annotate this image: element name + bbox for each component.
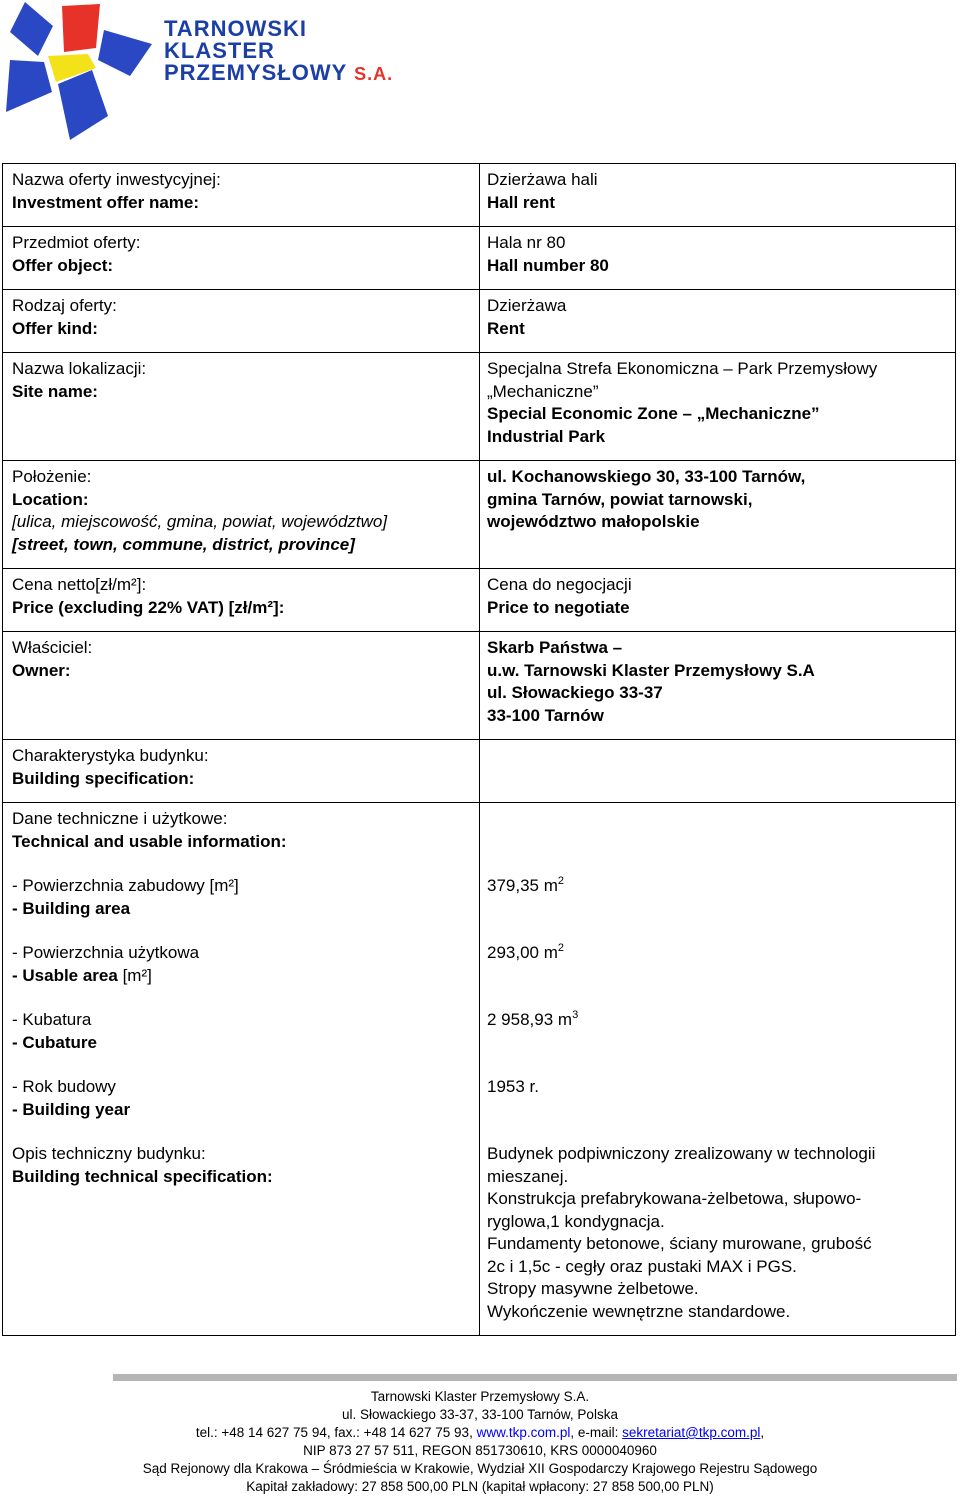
building-area-label: - Powierzchnia zabudowy [m²] - Building area	[12, 876, 239, 918]
building-area-value: 379,35 $m^2$	[487, 875, 565, 895]
brand-line-2: KLASTER	[164, 38, 275, 63]
building-spec-label: Charakterystyka budynku: Building specification:	[3, 740, 480, 803]
footer-court: Sąd Rejonowy dla Krakowa – Śródmieścia w Krakowie, Wydział XII Gospodarczy Krajowego Rejestru Sądowego	[142, 1461, 818, 1476]
usable-area-label: - Powierzchnia użytkowa - Usable area [m²]	[12, 943, 200, 985]
row-location	[3, 461, 956, 569]
footer-capital: Kapitał zakładowy: 27 858 500,00 PLN (kapitał wpłacony: 27 858 500,00 PLN)	[246, 1479, 714, 1494]
price-value: Cena do negocjacji Price to negotiate	[480, 569, 956, 632]
offer-kind-value: Dzierżawa Rent	[480, 290, 956, 353]
location-label: Położenie: Location: [ulica, miejscowość, gmina, powiat, województwo] [street, town, commune, district, province]	[3, 461, 480, 569]
brand-line-3: PRZEMYSŁOWY S.A.	[164, 60, 394, 85]
website-link[interactable]: www.tkp.com.pl	[476, 1425, 571, 1440]
row-price	[3, 569, 956, 632]
row-technical	[3, 803, 956, 1336]
company-logo-icon	[0, 0, 160, 150]
footer-address: ul. Słowackiego 33-37, 33-100 Tarnów, Polska	[342, 1407, 618, 1422]
brand-line-1: TARNOWSKI	[164, 16, 308, 41]
price-label: Cena netto[zł/m²]: Price (excluding 22% VAT) [zł/m²]:	[3, 569, 480, 632]
tech-desc-value: Budynek podpiwniczony zrealizowany w technologii mieszanej. Konstrukcja prefabrykowana-żelbetowa, słupowo- ryglowa,1 kondygnacja. Fundamenty betonowe, ściany murowane, grubość 2c i 1,5c - cegły oraz pustaki MAX i PGS. Stropy masywne żelbetowe. Wykończenie wewnętrzne standardowe.	[487, 1144, 876, 1321]
usable-area-value: 293,00 $m^2$	[487, 942, 565, 962]
site-name-value: Specjalna Strefa Ekonomiczna – Park Przemysłowy „Mechaniczne” Special Economic Zone – „Mechaniczne” Industrial Park	[480, 353, 956, 461]
site-name-label: Nazwa lokalizacji: Site name:	[3, 353, 480, 461]
owner-value: Skarb Państwa – u.w. Tarnowski Klaster Przemysłowy S.A ul. Słowackiego 33-37 33-100 Tarnów	[480, 632, 956, 740]
year-label: - Rok budowy - Building year	[12, 1077, 131, 1119]
offer-object-value: Hala nr 80 Hall number 80	[480, 227, 956, 290]
row-building-spec	[3, 740, 956, 803]
brand-name	[164, 18, 393, 85]
building-spec-value	[480, 740, 956, 803]
footer-contact: tel.: +48 14 627 75 94, fax.: +48 14 627 75 93, www.tkp.com.pl, e-mail: sekretariat@tkp.com.pl,	[195, 1425, 765, 1440]
location-value: ul. Kochanowskiego 30, 33-100 Tarnów, gmina Tarnów, powiat tarnowski, województwo małopolskie	[480, 461, 956, 569]
technical-value	[480, 803, 956, 1336]
offer-table	[2, 163, 956, 1336]
offer-object-label: Przedmiot oferty: Offer object:	[3, 227, 480, 290]
email-link[interactable]: sekretariat@tkp.com.pl	[622, 1425, 761, 1440]
cubature-value: 2 958,93 $m^3$	[487, 1009, 579, 1029]
row-offer-name	[3, 164, 956, 227]
offer-name-label: Nazwa oferty inwestycyjnej: Investment offer name:	[3, 164, 480, 227]
row-offer-kind	[3, 290, 956, 353]
row-owner	[3, 632, 956, 740]
footer-ids: NIP 873 27 57 511, REGON 851730610, KRS 0000040960	[303, 1443, 657, 1458]
page-footer	[0, 1388, 960, 1496]
technical-label: Dane techniczne i użytkowe: Technical and usable information: - Powierzchnia zabudowy [m²] - Building area - Powierzchnia użytkowa - Usable area [m²] - Kubatura - Cubature - Rok budowy - Building year Opis techniczny budynku: Building technical specification:	[3, 803, 480, 1336]
cubature-label: - Kubatura - Cubature	[12, 1010, 97, 1052]
brand-suffix: S.A.	[354, 64, 394, 84]
offer-name-value: Dzierżawa hali Hall rent	[480, 164, 956, 227]
footer-company: Tarnowski Klaster Przemysłowy S.A.	[370, 1389, 590, 1404]
footer-divider	[113, 1374, 957, 1381]
page-header	[0, 0, 960, 150]
owner-label: Właściciel: Owner:	[3, 632, 480, 740]
tech-desc-label: Opis techniczny budynku: Building technical specification:	[12, 1144, 273, 1186]
offer-kind-label: Rodzaj oferty: Offer kind:	[3, 290, 480, 353]
row-site-name	[3, 353, 956, 461]
row-offer-object	[3, 227, 956, 290]
year-value: 1953 r.	[487, 1077, 539, 1096]
